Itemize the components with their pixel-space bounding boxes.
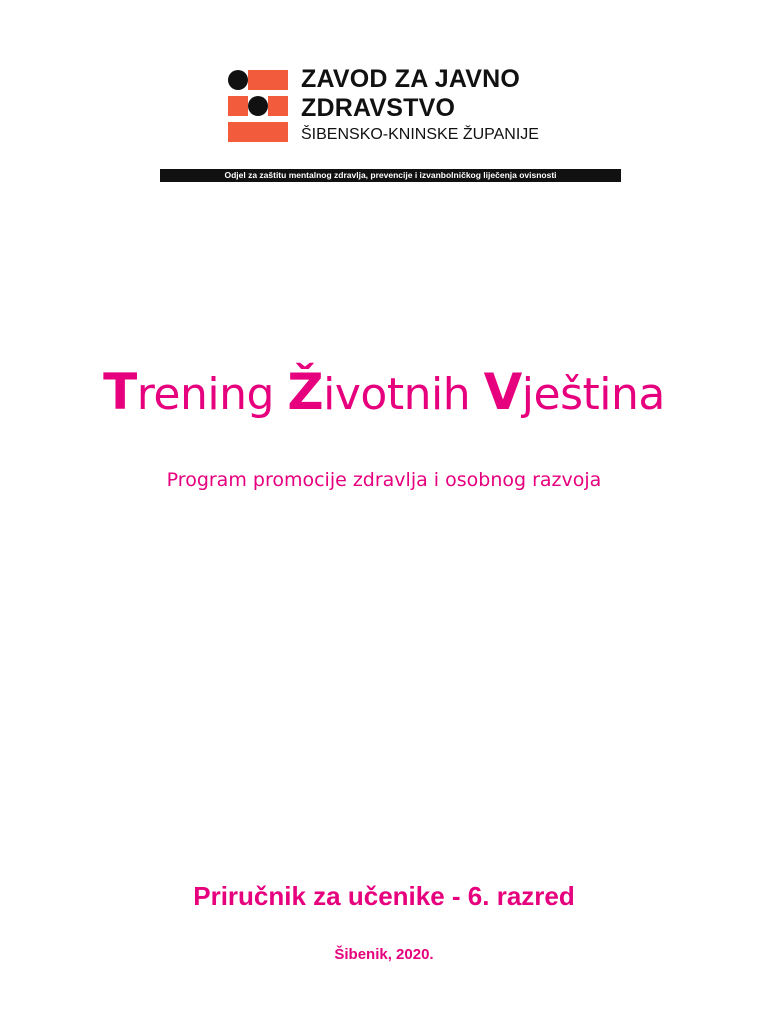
- logo-square: [268, 122, 288, 142]
- handbook-label: Priručnik za učenike - 6. razred: [193, 881, 575, 911]
- title-initial-z: Ž: [287, 363, 324, 421]
- title-word3-rest: ještina: [521, 369, 665, 420]
- logo-square: [268, 96, 288, 116]
- document-title: [0, 365, 768, 420]
- logo-square: [248, 122, 268, 142]
- logo-dot: [228, 70, 248, 90]
- logo-square: [228, 96, 248, 116]
- title-word2-rest: ivotnih: [323, 369, 484, 420]
- logo-square: [268, 70, 288, 90]
- title-initial-t: T: [103, 363, 137, 421]
- org-region: ŠIBENSKO-KNINSKE ŽUPANIJE: [301, 126, 539, 143]
- title-word1-rest: rening: [136, 369, 288, 420]
- institute-logo: [228, 70, 288, 142]
- logo-square: [228, 122, 248, 142]
- title-initial-v: V: [483, 363, 522, 421]
- org-name-line1: ZAVOD ZA JAVNO: [301, 65, 521, 93]
- logo-dot: [248, 96, 268, 116]
- org-name-line2: ZDRAVSTVO: [301, 94, 456, 122]
- place-year: Šibenik, 2020.: [334, 946, 434, 963]
- document-subtitle: Program promocije zdravlja i osobnog razvoja: [166, 469, 602, 491]
- logo-square: [248, 70, 268, 90]
- department-banner: Odjel za zaštitu mentalnog zdravlja, prevencije i izvanbolničkog liječenja ovisnosti: [160, 169, 621, 182]
